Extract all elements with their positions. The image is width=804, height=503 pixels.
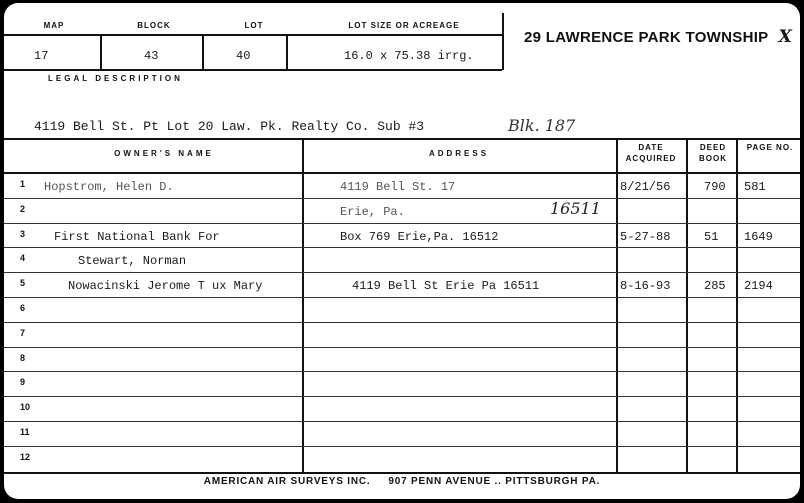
table-top-rule: [4, 138, 800, 140]
block-label: BLOCK: [137, 21, 171, 30]
page-no-cell: 1649: [744, 229, 773, 244]
owner-name-cell: Stewart, Norman: [78, 254, 187, 269]
table-row: [4, 372, 800, 397]
table-row: [4, 447, 800, 472]
address-cell: 4119 Bell St. 17: [340, 180, 456, 194]
owner-name-cell: First National Bank For: [54, 229, 220, 244]
legal-description-text: 4119 Bell St. Pt Lot 20 Law. Pk. Realty Co. Sub #3: [34, 119, 425, 134]
row-number: 10: [20, 402, 31, 413]
map-value: 17: [34, 49, 49, 63]
owner-name-cell: Nowacinski Jerome T ux Mary: [68, 279, 263, 294]
date-acquired-header: DATE ACQUIRED: [625, 143, 677, 163]
row-number: 7: [20, 327, 26, 338]
address-cell: 4119 Bell St Erie Pa 16511: [352, 279, 540, 294]
page-no-cell: 581: [744, 180, 766, 194]
township-name: 29 LAWRENCE PARK TOWNSHIP: [524, 29, 769, 46]
row-number: 9: [20, 377, 26, 388]
legal-description-label: LEGAL DESCRIPTION: [48, 74, 183, 83]
lot-size-label: LOT SIZE OR ACREAGE: [348, 21, 460, 30]
header-rule-top: [4, 34, 502, 36]
table-row: [4, 323, 800, 348]
address-cell: Erie, Pa.: [340, 204, 405, 219]
lot-value: 40: [236, 49, 251, 63]
footer-publisher: AMERICAN AIR SURVEYS INC. 907 PENN AVENUE .. PITTSBURGH PA.: [203, 476, 601, 487]
table-row: [4, 199, 800, 224]
township-mark: X: [778, 27, 793, 47]
township-title: [524, 27, 792, 47]
owner-name-header: OWNER'S NAME: [114, 149, 214, 158]
block-value: 43: [144, 49, 159, 63]
row-number: 8: [20, 352, 26, 363]
table-row: [4, 224, 800, 249]
date-acquired-cell: 8/21/56: [620, 180, 671, 194]
owner-name-cell: Hopstrom, Helen D.: [44, 180, 174, 194]
row-number: 4: [20, 253, 26, 264]
table-row: [4, 348, 800, 373]
table-row: [4, 273, 800, 298]
deed-book-cell: 285: [704, 279, 726, 294]
row-number: 3: [20, 228, 26, 239]
row-number: 12: [20, 451, 31, 462]
divider: [286, 34, 288, 70]
page-no-header: PAGE NO.: [746, 143, 794, 152]
address-handwritten-zip: 16511: [550, 198, 601, 218]
map-label: MAP: [43, 21, 65, 30]
address-header: ADDRESS: [428, 149, 490, 158]
divider: [100, 34, 102, 70]
address-cell: Box 769 Erie,Pa. 16512: [340, 229, 499, 244]
row-number: 11: [20, 427, 30, 437]
table-row: [4, 248, 800, 273]
row-number: 6: [20, 303, 26, 313]
date-acquired-cell: 5-27-88: [620, 229, 671, 244]
page-no-cell: 2194: [744, 279, 773, 294]
property-record-card: [4, 3, 800, 499]
table-row: [4, 422, 800, 447]
deed-book-cell: 51: [704, 229, 719, 244]
deed-book-header: DEED BOOK: [699, 143, 727, 163]
row-number: 1: [20, 179, 26, 189]
table-row: [4, 174, 800, 199]
table-bottom-rule: [4, 472, 800, 474]
deed-book-cell: 790: [704, 180, 726, 194]
table-row: [4, 298, 800, 323]
lot-label: LOT: [244, 21, 264, 30]
handwritten-block: Blk. 187: [508, 116, 576, 135]
divider: [502, 13, 504, 70]
row-number: 5: [20, 278, 26, 289]
divider: [202, 34, 204, 70]
header-rule-bottom: [4, 69, 502, 71]
lot-size-value: 16.0 x 75.38 irrg.: [344, 49, 474, 63]
date-acquired-cell: 8-16-93: [620, 279, 671, 294]
row-number: 2: [20, 203, 26, 214]
table-row: [4, 397, 800, 422]
